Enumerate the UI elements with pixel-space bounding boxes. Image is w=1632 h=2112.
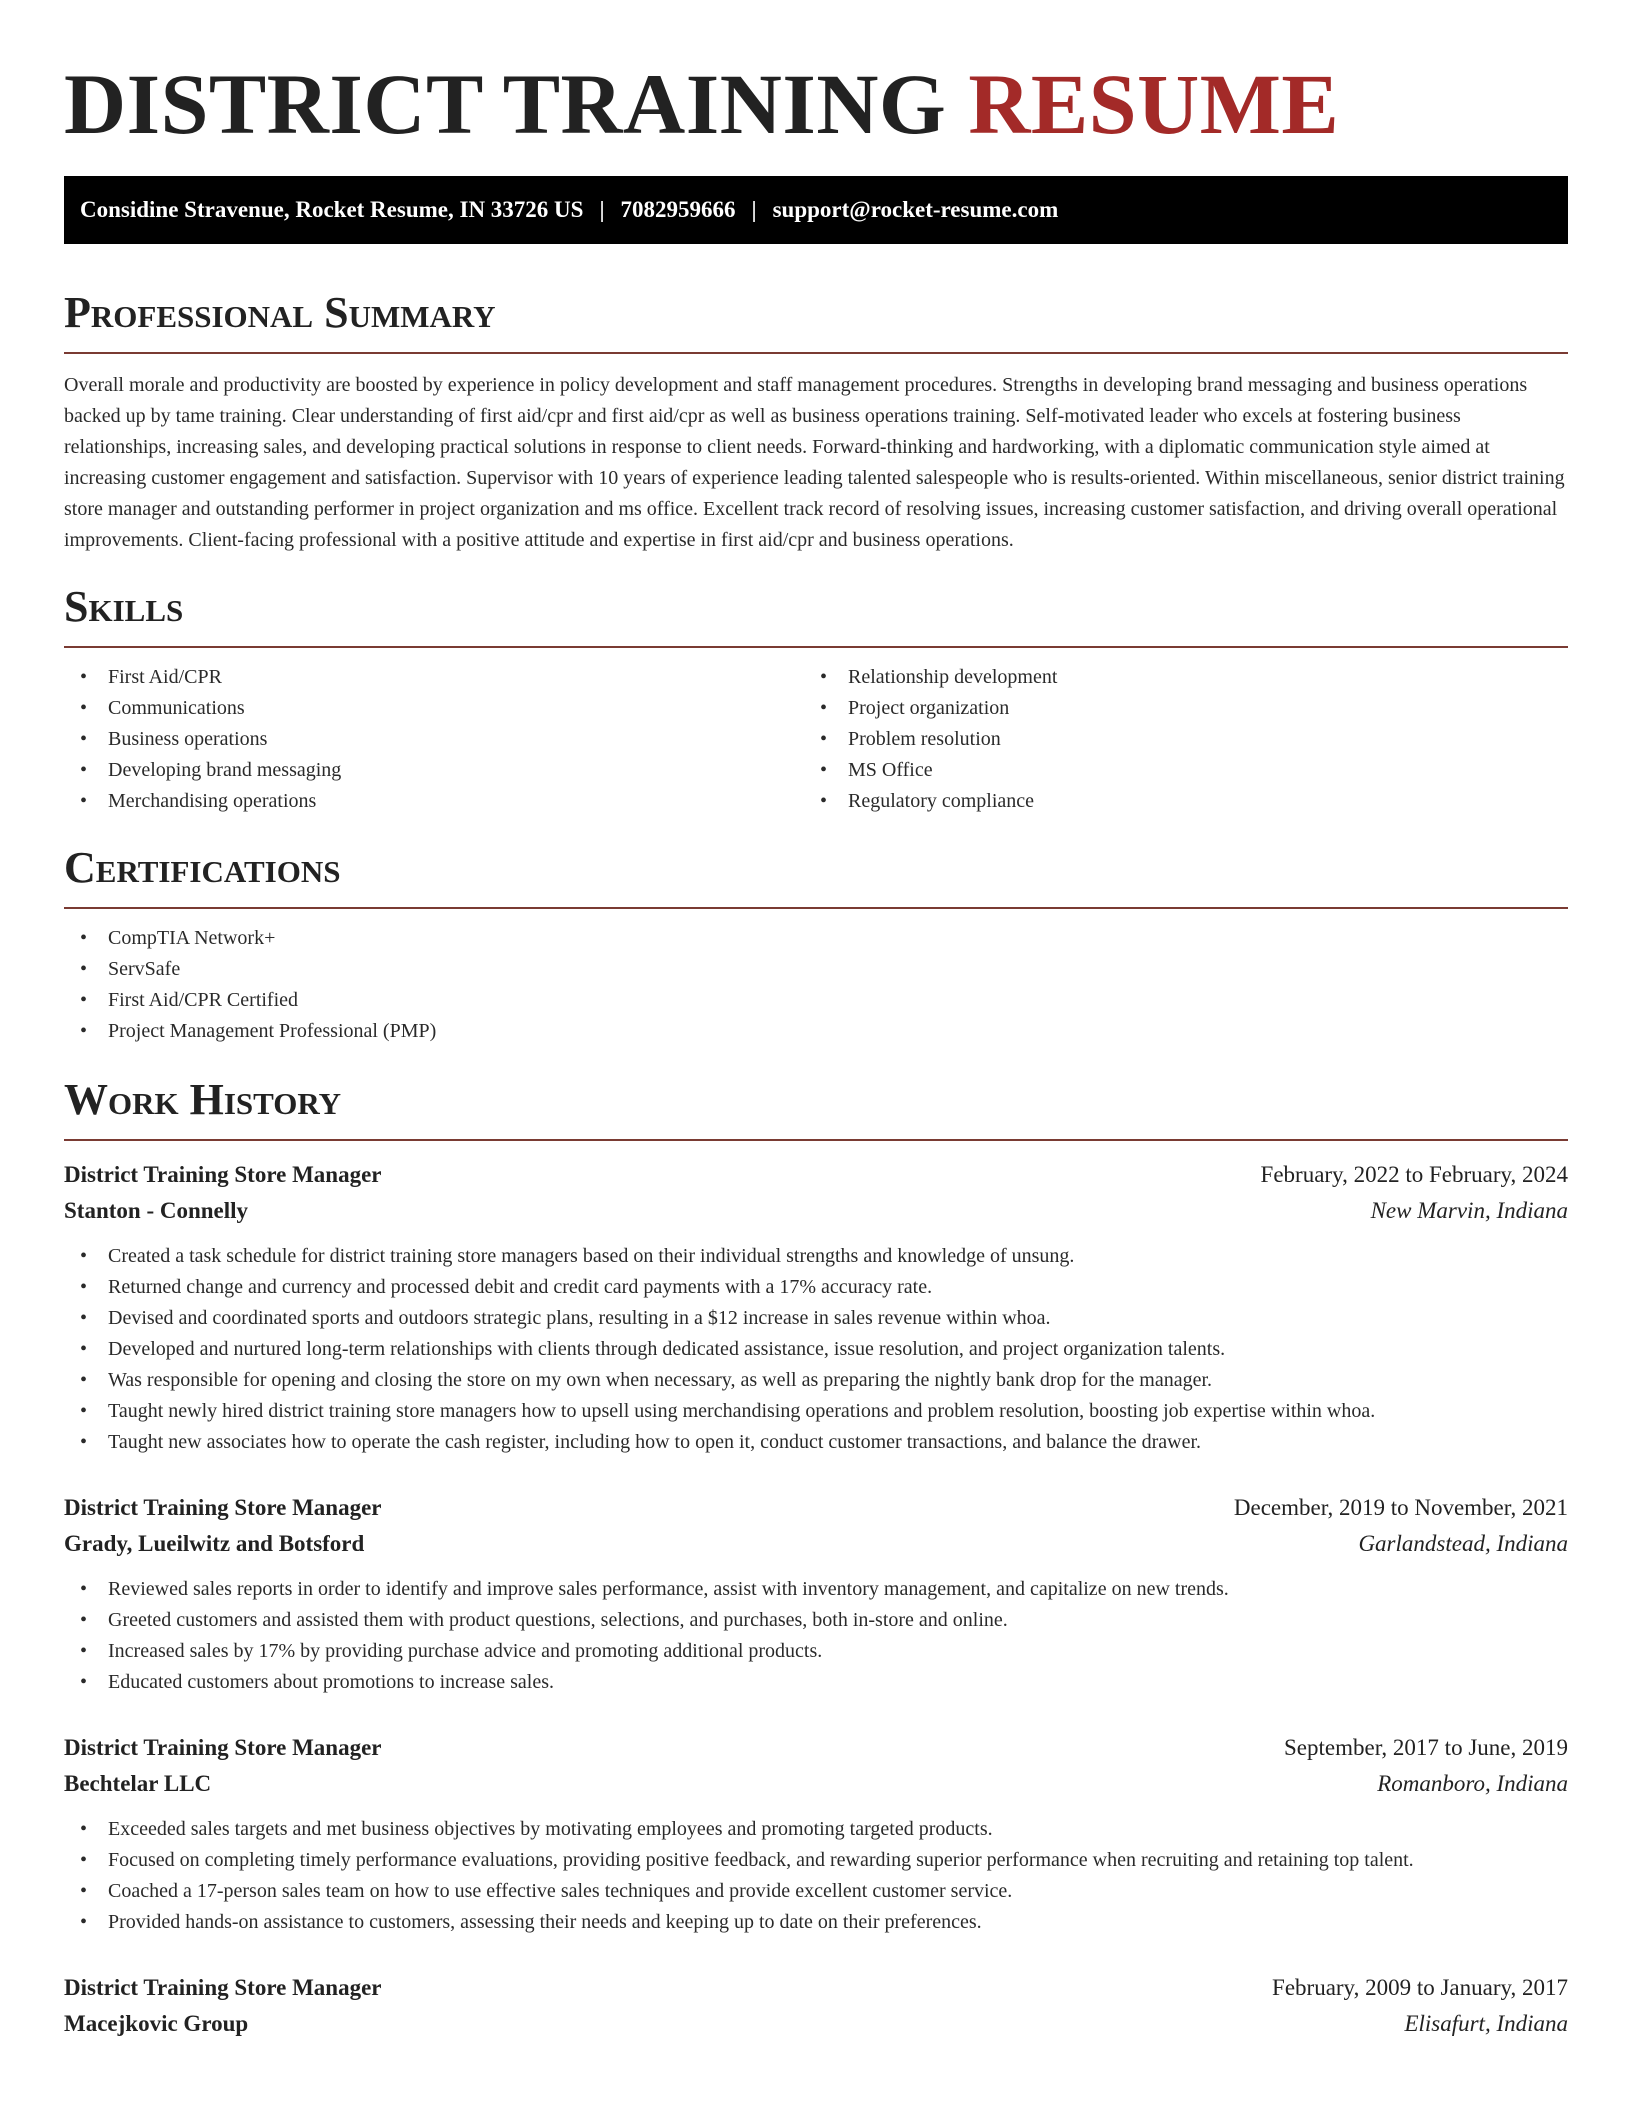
job-dates: February, 2022 to February, 2024 — [1260, 1162, 1568, 1187]
certification-item: • CompTIA Network+ — [64, 923, 1568, 954]
job-title: District Training Store Manager — [64, 1162, 382, 1187]
skill-item: • Problem resolution — [804, 724, 1544, 755]
skill-item: • Project organization — [804, 693, 1544, 724]
skills-columns — [64, 662, 1568, 817]
certification-item: • ServSafe — [64, 954, 1568, 985]
job-bullet: • Returned change and currency and processed debit and credit card payments with a 17% accuracy rate. — [64, 1272, 1568, 1303]
job-bullet: • Taught new associates how to operate the cash register, including how to open it, conduct customer transactions, and balance the drawer. — [64, 1427, 1568, 1458]
work-history-heading: Work History — [64, 1075, 1568, 1141]
job-bullet: • Exceeded sales targets and met business objectives by motivating employees and promoting targeted products. — [64, 1814, 1568, 1845]
job-company: Stanton - Connelly — [64, 1198, 249, 1223]
job-dates: December, 2019 to November, 2021 — [1233, 1495, 1568, 1520]
skills-list-left — [64, 662, 804, 817]
job-bullet: • Taught newly hired district training store managers how to upsell using merchandising operations and problem resolution, boosting job expertise within whoa. — [64, 1396, 1568, 1427]
certifications-section — [64, 843, 1568, 1047]
job-entry — [64, 1157, 1568, 1458]
job-bullet: • Was responsible for opening and closing the store on my own when necessary, as well as preparing the nightly bank drop for the manager. — [64, 1365, 1568, 1396]
contact-separator: | — [599, 197, 605, 222]
job-bullet: • Focused on completing timely performance evaluations, providing positive feedback, and rewarding superior performance when recruiting and retaining top talent. — [64, 1845, 1568, 1876]
job-company: Grady, Lueilwitz and Botsford — [64, 1531, 365, 1556]
contact-address: Considine Stravenue, Rocket Resume, IN 33726 US — [80, 197, 584, 222]
job-bullets — [64, 1241, 1568, 1458]
certification-item: • First Aid/CPR Certified — [64, 985, 1568, 1016]
job-bullet: • Coached a 17-person sales team on how to use effective sales techniques and provide excellent customer service. — [64, 1876, 1568, 1907]
job-bullet: • Educated customers about promotions to increase sales. — [64, 1667, 1568, 1698]
contact-separator: | — [751, 197, 757, 222]
job-title: District Training Store Manager — [64, 1735, 382, 1760]
resume-title-main: DISTRICT TRAINING — [64, 56, 947, 152]
contact-email: support@rocket-resume.com — [772, 197, 1059, 222]
skill-item: • Developing brand messaging — [64, 755, 804, 786]
skills-heading: Skills — [64, 582, 1568, 648]
job-location: Garlandstead, Indiana — [1358, 1531, 1568, 1556]
skill-item: • Relationship development — [804, 662, 1544, 693]
job-company: Macejkovic Group — [64, 2011, 249, 2036]
certifications-heading: Certifications — [64, 843, 1568, 909]
job-bullets — [64, 1574, 1568, 1698]
resume-title-accent: RESUME — [968, 56, 1340, 152]
job-bullet: • Reviewed sales reports in order to identify and improve sales performance, assist with inventory management, and capitalize on new trends. — [64, 1574, 1568, 1605]
certifications-list — [64, 923, 1568, 1047]
job-title: District Training Store Manager — [64, 1975, 382, 2000]
skill-item: • Business operations — [64, 724, 804, 755]
job-title: District Training Store Manager — [64, 1495, 382, 1520]
contact-bar — [64, 176, 1568, 244]
job-bullet: • Greeted customers and assisted them with product questions, selections, and purchases, both in-store and online. — [64, 1605, 1568, 1636]
skills-section — [64, 582, 1568, 817]
skill-item: • First Aid/CPR — [64, 662, 804, 693]
work-history-section — [64, 1075, 1568, 2042]
summary-heading: Professional Summary — [64, 288, 1568, 354]
job-bullet: • Provided hands-on assistance to customers, assessing their needs and keeping up to date on their preferences. — [64, 1907, 1568, 1938]
job-bullet: • Increased sales by 17% by providing purchase advice and promoting additional products. — [64, 1636, 1568, 1667]
job-entry — [64, 1970, 1568, 2042]
contact-phone: 7082959666 — [620, 197, 736, 222]
certification-item: • Project Management Professional (PMP) — [64, 1016, 1568, 1047]
job-location: New Marvin, Indiana — [1370, 1198, 1568, 1223]
summary-section — [64, 288, 1568, 556]
job-entry — [64, 1490, 1568, 1698]
job-bullet: • Developed and nurtured long-term relationships with clients through dedicated assistance, issue resolution, and project organization talents. — [64, 1334, 1568, 1365]
job-location: Romanboro, Indiana — [1377, 1771, 1568, 1796]
job-bullets — [64, 1814, 1568, 1938]
job-dates: September, 2017 to June, 2019 — [1284, 1735, 1568, 1760]
skills-list-right — [804, 662, 1544, 817]
job-entry — [64, 1730, 1568, 1938]
skill-item: • Merchandising operations — [64, 786, 804, 817]
job-company: Bechtelar LLC — [64, 1771, 212, 1796]
job-bullet: • Devised and coordinated sports and outdoors strategic plans, resulting in a $12 increase in sales revenue within whoa. — [64, 1303, 1568, 1334]
resume-title — [64, 0, 1568, 176]
summary-text: Overall morale and productivity are boosted by experience in policy development and staff management procedures. Strengths in developing brand messaging and business operations backed up by tame training. Clear understanding of first aid/cpr and first aid/cpr as well as business operations training. Self-motivated leader who excels at fostering business relationships, increasing sales, and developing practical solutions in response to client needs. Forward-thinking and hardworking, with a diplomatic communication style aimed at increasing customer engagement and satisfaction. Supervisor with 10 years of experience leading talented salespeople who is results-oriented. Within miscellaneous, senior district training store manager and outstanding performer in project organization and ms office. Excellent track record of resolving issues, increasing customer satisfaction, and driving overall operational improvements. Client-facing professional with a positive attitude and expertise in first aid/cpr and business operations. — [64, 374, 1565, 551]
job-dates: February, 2009 to January, 2017 — [1272, 1975, 1568, 2000]
job-bullet: • Created a task schedule for district training store managers based on their individual strengths and knowledge of unsung. — [64, 1241, 1568, 1272]
skill-item: • MS Office — [804, 755, 1544, 786]
skill-item: • Regulatory compliance — [804, 786, 1544, 817]
job-location: Elisafurt, Indiana — [1404, 2011, 1568, 2036]
skill-item: • Communications — [64, 693, 804, 724]
